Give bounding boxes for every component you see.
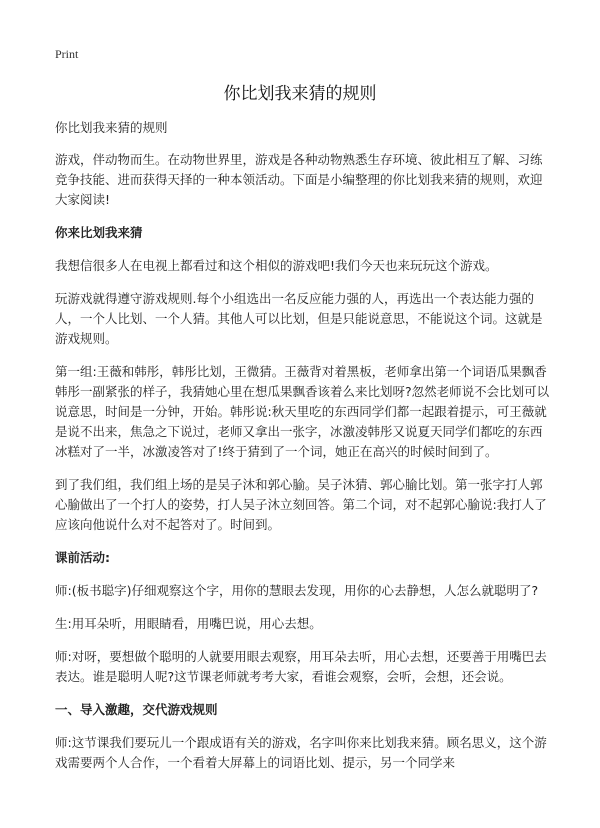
paragraph: 师:这节课我们要玩儿一个跟成语有关的游戏，名字叫你来比划我来猜。顾名思义，这个游戏需要两个人合作，一个看着大屏幕上的词语比划、提示，另一个同学来 <box>55 735 547 770</box>
paragraph: 到了我们组，我们组上场的是吴子沐和郭心腧。吴子沐猜、郭心腧比划。第一张字打人郭心腧做出了一个打人的姿势，打人吴子沐立刻回答。第二个词，对不起郭心腧说:我打人了应该向他说什么对不起答对了。时间到。 <box>55 477 547 532</box>
document-title: 你比划我来猜的规则 <box>223 84 377 104</box>
section-heading-game: 你来比划我来猜 <box>55 225 143 240</box>
paragraph: 师:(板书聪字)仔细观察这个字，用你的慧眼去发现，用你的心去静想，人怎么就聪明了? <box>55 583 539 598</box>
paragraph: 我想信很多人在电视上都看过和这个相似的游戏吧!我们今天也来玩玩这个游戏。 <box>55 258 498 273</box>
paragraph: 师:对呀，要想做个聪明的人就要用眼去观察，用耳朵去听，用心去想，还要善于用嘴巴去表达。谁是聪明人呢?这节课老师就考考大家，看谁会观察，会听，会想，还会说。 <box>55 649 547 684</box>
paragraph: 第一组:王薇和韩彤，韩彤比划，王微猜。王薇背对着黑板，老师拿出第一个词语瓜果飘香韩彤一副紧张的样子，我猜她心里在想瓜果飘香该着么来比划呀?忽然老师说不会比划可以说意思，时间是一分钟，开始。韩彤说:秋天里吃的东西同学们都一起跟着提示，可王薇就是说不出来，焦急之下说过，老师又拿出一张字，冰激凌韩彤又说夏天同学们都吃的东西冰糕对了一半，冰激凌答对了!终于猜到了一个词，她正在高兴的时候时间到了。 <box>55 364 550 459</box>
print-link[interactable]: Print <box>55 47 79 61</box>
article-subtitle: 你比划我来猜的规则 <box>55 120 168 135</box>
intro-paragraph: 游戏，伴动物而生。在动物世界里，游戏是各种动物熟悉生存环境、彼此相互了解、习练竞争技能、进而获得天择的一种本领活动。下面是小编整理的你比划我来猜的规则，欢迎大家阅读! <box>55 152 543 207</box>
article-body <box>55 118 550 786</box>
section-heading-intro-rules: 一、导入激趣，交代游戏规则 <box>55 702 218 717</box>
paragraph: 生:用耳朵听，用眼睛看，用嘴巴说，用心去想。 <box>55 616 322 631</box>
section-heading-preclass: 课前活动: <box>55 550 110 565</box>
paragraph: 玩游戏就得遵守游戏规则.每个小组选出一名反应能力强的人，再选出一个表达能力强的人，一个人比划、一个人猜。其他人可以比划，但是只能说意思，不能说这个词。这就是游戏规则。 <box>55 291 543 346</box>
